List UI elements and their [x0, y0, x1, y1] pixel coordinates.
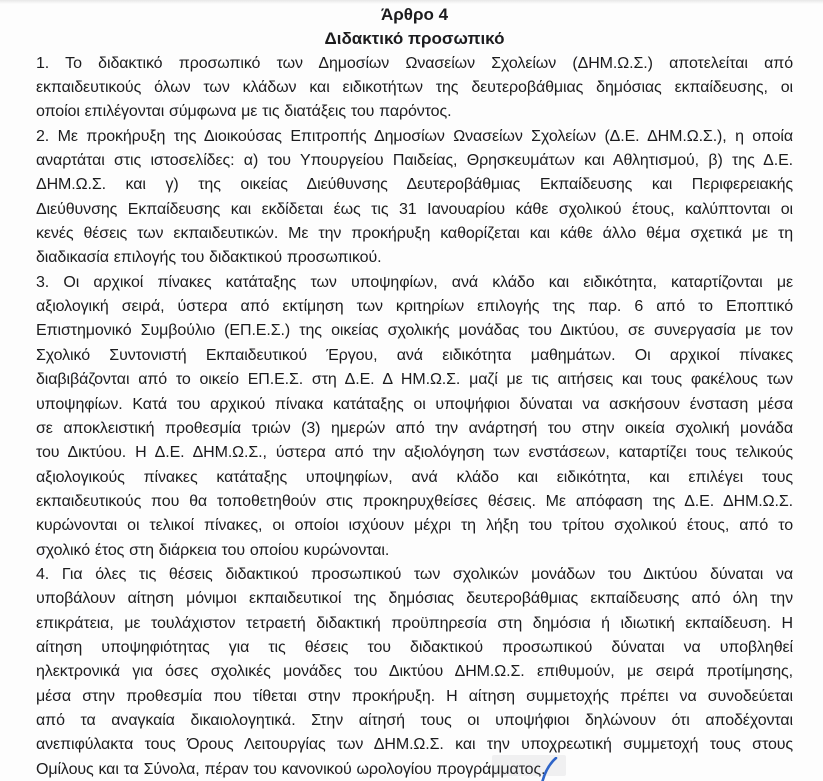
text-line: 2. Με προκήρυξη της Διοικούσας Επιτροπής Δημοσίων Ωνασείων Σχολείων (Δ.Ε. ΔΗΜ.Ω.Σ.), η οποία: [36, 127, 793, 145]
text-line: διαβιβάζονται από το οικείο ΕΠ.Ε.Σ. στη Δ.Ε. Δ ΗΜ.Ω.Σ. μαζί με τις αιτήσεις και τους φακέλους των: [36, 371, 793, 389]
text-line: 3. Οι αρχικοί πίνακες κατάταξης των υποψηφίων, ανά κλάδο και ειδικότητα, καταρτίζονται με: [36, 273, 793, 291]
text-line: Ομίλους και τα Σύνολα, πέραν του κανονικού ωρολογίου προγράμματος.: [36, 760, 546, 778]
text-line: οποίοι επιλέγονται σύμφωνα με τις διατάξεις του παρόντος.: [36, 103, 452, 121]
article-title: Άρθρο 4: [380, 5, 449, 24]
text-line: εκπαιδευτικούς όλων των κλάδων και ειδικοτήτων της δευτεροβάθμιας δημόσιας εκπαίδευσης, οι: [36, 79, 793, 97]
article-body: [36, 52, 793, 781]
text-line: ηλεκτρονικά για όσες σχολικές μονάδες του Δικτύου ΔΗΜ.Ω.Σ. επιθυμούν, με σειρά προτίμησης,: [36, 663, 793, 681]
paragraph: [36, 563, 793, 781]
pen-stroke-icon: [538, 757, 562, 781]
paragraph: [36, 271, 793, 563]
text-line: 1. Το διδακτικό προσωπικό των Δημοσίων Ωνασείων Σχολείων (ΔΗΜ.Ω.Σ.) αποτελείται από: [36, 54, 793, 72]
text-line: διαδικασία επιλογής του διδακτικού προσωπικού.: [36, 249, 382, 267]
text-line: εκπαιδευτικούς που θα τοποθετηθούν στις προκηρυχθείσες θέσεις. Με απόφαση της Δ.Ε. ΔΗΜ.Ω.Σ.: [36, 492, 793, 510]
pen-stroke-path: [542, 758, 556, 781]
text-line: αξιολογική σειρά, ύστερα από εκτίμηση των κριτηρίων επιλογής της παρ. 6 από το Εποπτικό: [36, 298, 793, 316]
text-line: από τα αναγκαία δικαιολογητικά. Στην αίτησή τους οι υποψήφιοι δηλώνουν ότι αποδέχονται: [36, 711, 793, 729]
text-line: 4. Για όλες τις θέσεις διδακτικού προσωπικού των σχολικών μονάδων του Δικτύου δύναται να: [36, 565, 793, 583]
text-line: ΔΗΜ.Ω.Σ. και γ) της οικείας Διεύθυνσης Δευτεροβάθμιας Εκπαίδευσης και Περιφερειακής: [36, 176, 793, 194]
text-line: σχολικό έτος στη διάρκεια του οποίου κυρώνονται.: [36, 541, 390, 559]
text-line: αίτηση υποψηφιότητας για τις θέσεις του διδακτικού προσωπικού δύναται να υποβληθεί: [36, 638, 793, 656]
text-line: αναρτάται στις ιστοσελίδες: α) του Υπουργείου Παιδείας, Θρησκευμάτων και Αθλητισμού, β) της Δ.Ε.: [36, 152, 793, 170]
text-line: κενές θέσεις των εκπαιδευτικών. Με την προκήρυξη καθορίζεται και κάθε άλλο θέμα σχετικά με τη: [36, 225, 793, 243]
article-subtitle: Διδακτικό προσωπικό: [324, 29, 505, 49]
text-line: υποψηφίων. Κατά του αρχικού πίνακα κατάταξης οι υποψήφιοι δύναται να ασκήσουν ένσταση μέσα: [36, 395, 793, 413]
text-line: αξιολογικούς πίνακες κατάταξης υποψηφίων, ανά κλάδο και ειδικότητα, και επιλέγει τους: [36, 468, 793, 486]
text-line: σε αποκλειστική προθεσμία τριών (3) ημερών από την ανάρτησή του στην οικεία σχολική μονάδα: [36, 419, 793, 437]
text-line: ανεπιφύλακτα τους Όρους Λειτουργίας των ΔΗΜ.Ω.Σ. και την υποχρεωτική συμμετοχή τους στους: [36, 736, 793, 754]
text-line: κυρώνονται οι τελικοί πίνακες, οι οποίοι ισχύουν μέχρι τη λήξη του τρίτου σχολικού έτους, από το: [36, 517, 793, 535]
text-line: μέσα στην προθεσμία που τίθεται στην προκήρυξη. Η αίτηση συμμετοχής πρέπει να συνοδεύεται: [36, 687, 793, 705]
paragraph: [36, 52, 793, 125]
paragraph: [36, 125, 793, 271]
text-line: Επιστημονικό Συμβούλιο (ΕΠ.Ε.Σ.) της οικείας σχολικής μονάδας του Δικτύου, σε συνεργασία με τον: [36, 322, 793, 340]
text-line: του Δικτύου. Η Δ.Ε. ΔΗΜ.Ω.Σ., ύστερα από την αξιολόγηση των ενστάσεων, καταρτίζει τους τελικούς: [36, 444, 793, 462]
text-line: Σχολικό Συντονιστή Εκπαιδευτικού Έργου, ανά ειδικότητα μαθημάτων. Οι αρχικοί πίνακες: [36, 346, 793, 364]
text-line: επικράτεια, με τουλάχιστον τετραετή διδακτική προϋπηρεσία στη δημόσια ή ιδιωτική εκπαίδευση. Η: [36, 614, 793, 632]
text-line: υποβάλουν αίτηση μόνιμοι εκπαιδευτικοί της δημόσιας δευτεροβάθμιας εκπαίδευσης από όλη την: [36, 590, 793, 608]
text-line: Διεύθυνσης Εκπαίδευσης και εκδίδεται έως τις 31 Ιανουαρίου κάθε σχολικού έτους, καλύπτονται οι: [36, 200, 793, 218]
